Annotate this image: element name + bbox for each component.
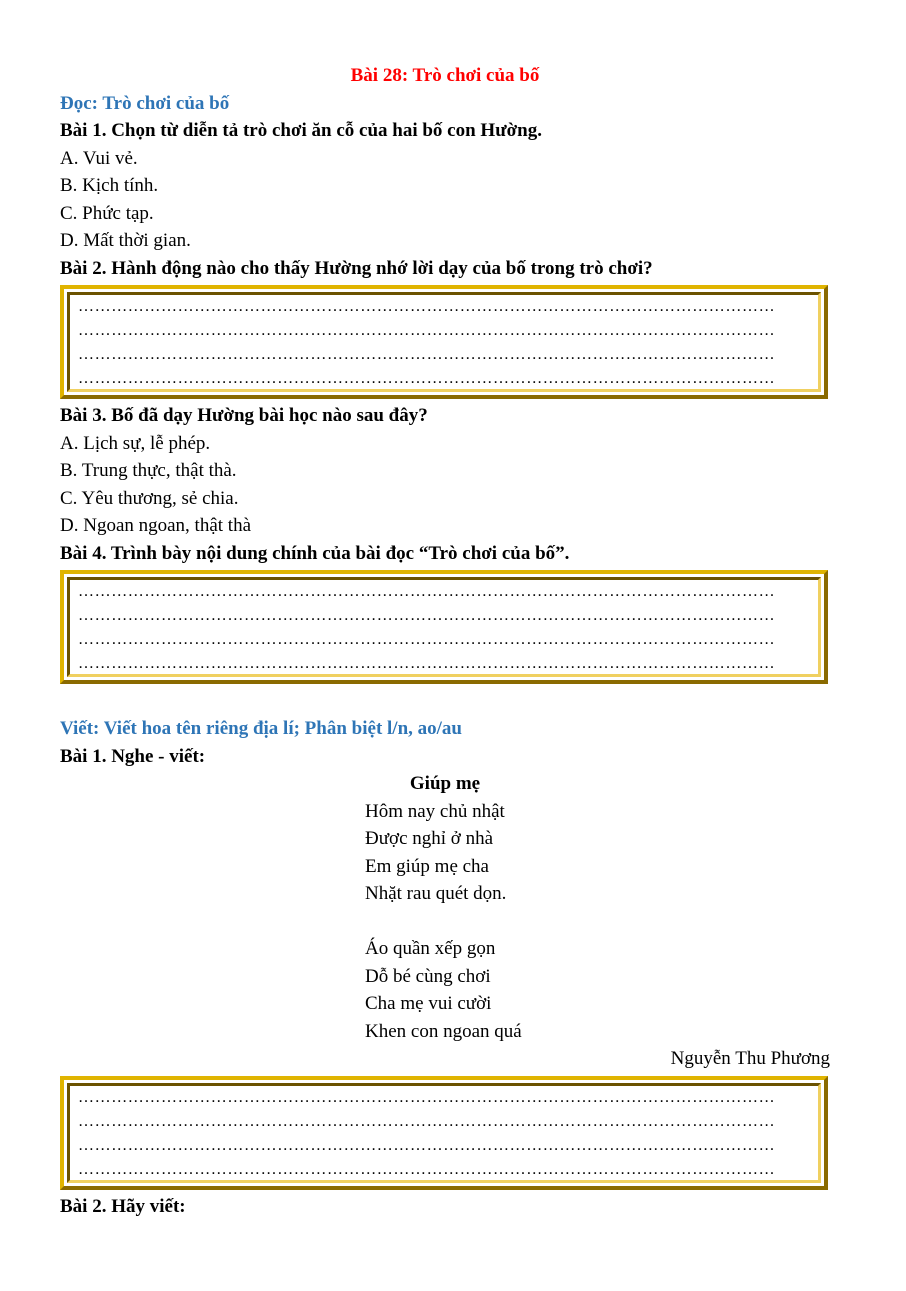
- poem-stanza-1: [365, 798, 830, 908]
- dotted-line: ………………………………………………………………………………………………………………: [78, 322, 776, 339]
- q1-option-a: A. Vui vẻ.: [60, 147, 138, 169]
- dotted-line: ………………………………………………………………………………………………………………: [78, 298, 776, 315]
- answer-box-q2[interactable]: [60, 285, 828, 399]
- answer-box-dictation[interactable]: [60, 1076, 828, 1190]
- poem-line: Hôm nay chủ nhật: [365, 800, 505, 822]
- writing-question-1: Bài 1. Nghe - viết:: [60, 745, 206, 767]
- dotted-line: ………………………………………………………………………………………………………………: [78, 1088, 776, 1106]
- q1-option-d: D. Mất thời gian.: [60, 230, 191, 251]
- poem-author: Nguyễn Thu Phương: [670, 1048, 830, 1069]
- lesson-title: Bài 28: Trò chơi của bố: [350, 65, 540, 86]
- poem-line: Khen con ngoan quá: [365, 1020, 522, 1042]
- q3-option-a: A. Lịch sự, lễ phép.: [60, 432, 211, 454]
- poem-stanza-2: [365, 935, 830, 1045]
- poem-line: Cha mẹ vui cười: [365, 993, 492, 1014]
- dotted-line: ………………………………………………………………………………………………………………: [78, 1112, 776, 1130]
- writing-heading: Viết: Viết hoa tên riêng địa lí; Phân biệt l/n, ao/au: [60, 718, 462, 739]
- reading-heading: Đọc: Trò chơi của bố: [60, 92, 230, 114]
- poem-line: Được nghỉ ở nhà: [365, 828, 494, 849]
- worksheet-page: [60, 62, 830, 1220]
- poem-line: Áo quần xếp gọn: [365, 938, 496, 959]
- dotted-line: ………………………………………………………………………………………………………………: [78, 1136, 776, 1154]
- dotted-line: ………………………………………………………………………………………………………………: [78, 370, 776, 387]
- dotted-line: ………………………………………………………………………………………………………………: [78, 655, 776, 672]
- q3-option-b: B. Trung thực, thật thà.: [60, 460, 237, 481]
- dotted-line: ………………………………………………………………………………………………………………: [78, 607, 776, 624]
- reading-question-1: Bài 1. Chọn từ diễn tả trò chơi ăn cỗ của hai bố con Hường.: [60, 120, 542, 141]
- poem-line: Dỗ bé cùng chơi: [365, 965, 491, 987]
- reading-question-3: Bài 3. Bố đã dạy Hường bài học nào sau đây?: [60, 405, 428, 426]
- poem-title: Giúp mẹ: [409, 773, 481, 794]
- q3-option-d: D. Ngoan ngoan, thật thà: [60, 515, 252, 536]
- answer-box-q4[interactable]: [60, 570, 828, 684]
- dotted-line: ………………………………………………………………………………………………………………: [78, 346, 776, 363]
- dotted-line: ………………………………………………………………………………………………………………: [78, 1160, 776, 1178]
- q3-option-c: C. Yêu thương, sẻ chia.: [60, 487, 239, 509]
- writing-question-2: Bài 2. Hãy viết:: [60, 1195, 186, 1217]
- q1-option-c: C. Phức tạp.: [60, 202, 154, 224]
- dotted-line: ………………………………………………………………………………………………………………: [78, 583, 776, 600]
- poem-line: Em giúp mẹ cha: [365, 855, 489, 877]
- dotted-line: ………………………………………………………………………………………………………………: [78, 631, 776, 648]
- q1-option-b: B. Kịch tính.: [60, 175, 159, 196]
- reading-question-4: Bài 4. Trình bày nội dung chính của bài đọc “Trò chơi của bố”.: [60, 542, 570, 564]
- reading-question-2: Bài 2. Hành động nào cho thấy Hường nhớ lời dạy của bố trong trò chơi?: [60, 257, 653, 279]
- poem-line: Nhặt rau quét dọn.: [365, 883, 507, 904]
